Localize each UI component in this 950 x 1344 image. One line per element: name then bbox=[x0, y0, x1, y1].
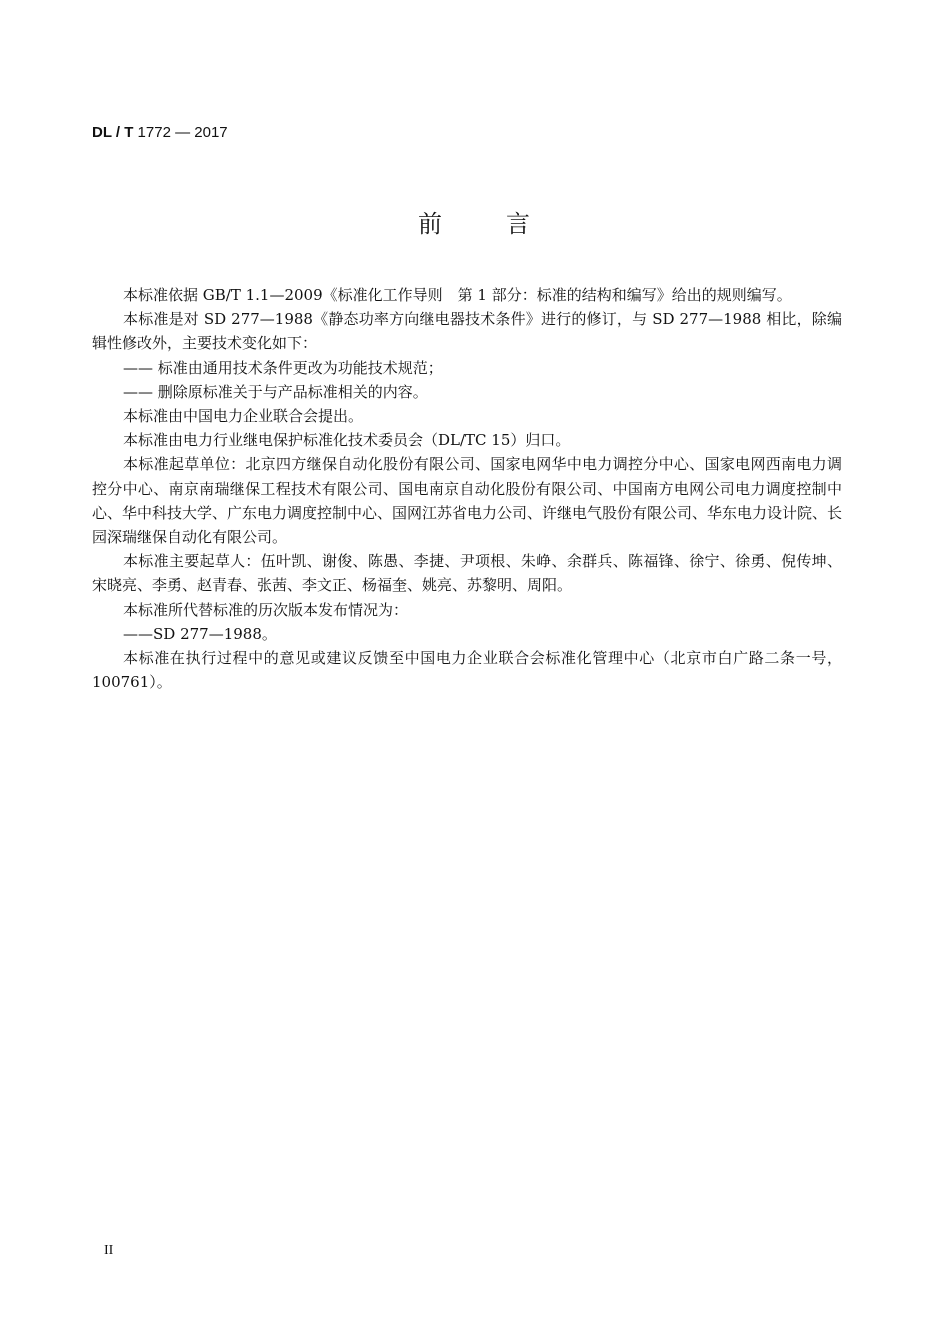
paragraph-feedback: 本标准在执行过程中的意见或建议反馈至中国电力企业联合会标准化管理中心（北京市白广路二条一号，100761）。 bbox=[92, 649, 842, 692]
standard-number bbox=[92, 124, 228, 141]
paragraph-history-intro: 本标准所代替标准的历次版本发布情况为： bbox=[123, 600, 409, 619]
paragraph-drafting-units: 本标准起草单位：北京四方继保自动化股份有限公司、国家电网华中电力调控分中心、国家电网西南电力调控分中心、南京南瑞继保工程技术有限公司、国电南京自动化股份有限公司、中国南方电网公司电力调度控制中心、华中科技大学、广东电力调度控制中心、国网江苏省电力公司、许继电气股份有限公司、华东电力设计院、长园深瑞继保自动化有限公司。 bbox=[92, 455, 843, 547]
list-item-change-2: —— 删除原标准关于与产品标准相关的内容。 bbox=[123, 382, 428, 401]
page-title bbox=[0, 204, 950, 239]
paragraph-proposer: 本标准由中国电力企业联合会提出。 bbox=[123, 407, 364, 426]
paragraph-basis: 本标准依据 GB/T 1.1—2009《标准化工作导则 第 1 部分：标准的结构和编写》给出的规则编写。 bbox=[123, 286, 792, 304]
paragraph-drafters: 本标准主要起草人：伍叶凯、谢俊、陈愚、李捷、尹项根、朱峥、余群兵、陈福锋、徐宁、徐勇、倪传坤、宋晓亮、李勇、赵青春、张茜、李文正、杨福奎、姚亮、苏黎明、周阳。 bbox=[92, 552, 842, 595]
title-char-2: 言 bbox=[506, 210, 532, 238]
paragraph-revision: 本标准是对 SD 277—1988《静态功率方向继电器技术条件》进行的修订，与 SD 277—1988 相比，除编辑性修改外，主要技术变化如下： bbox=[92, 310, 842, 353]
standard-code-number: 1772 — 2017 bbox=[133, 124, 228, 141]
list-item-change-1: —— 标准由通用技术条件更改为功能技术规范； bbox=[123, 358, 443, 377]
page-number: II bbox=[104, 1243, 114, 1258]
foreword-body bbox=[92, 283, 842, 694]
list-item-history: ——SD 277—1988。 bbox=[123, 624, 277, 643]
title-char-1: 前 bbox=[418, 210, 444, 238]
standard-code-prefix: DL / T bbox=[92, 124, 134, 141]
paragraph-committee: 本标准由电力行业继电保护标准化技术委员会（DL/TC 15）归口。 bbox=[123, 431, 571, 450]
